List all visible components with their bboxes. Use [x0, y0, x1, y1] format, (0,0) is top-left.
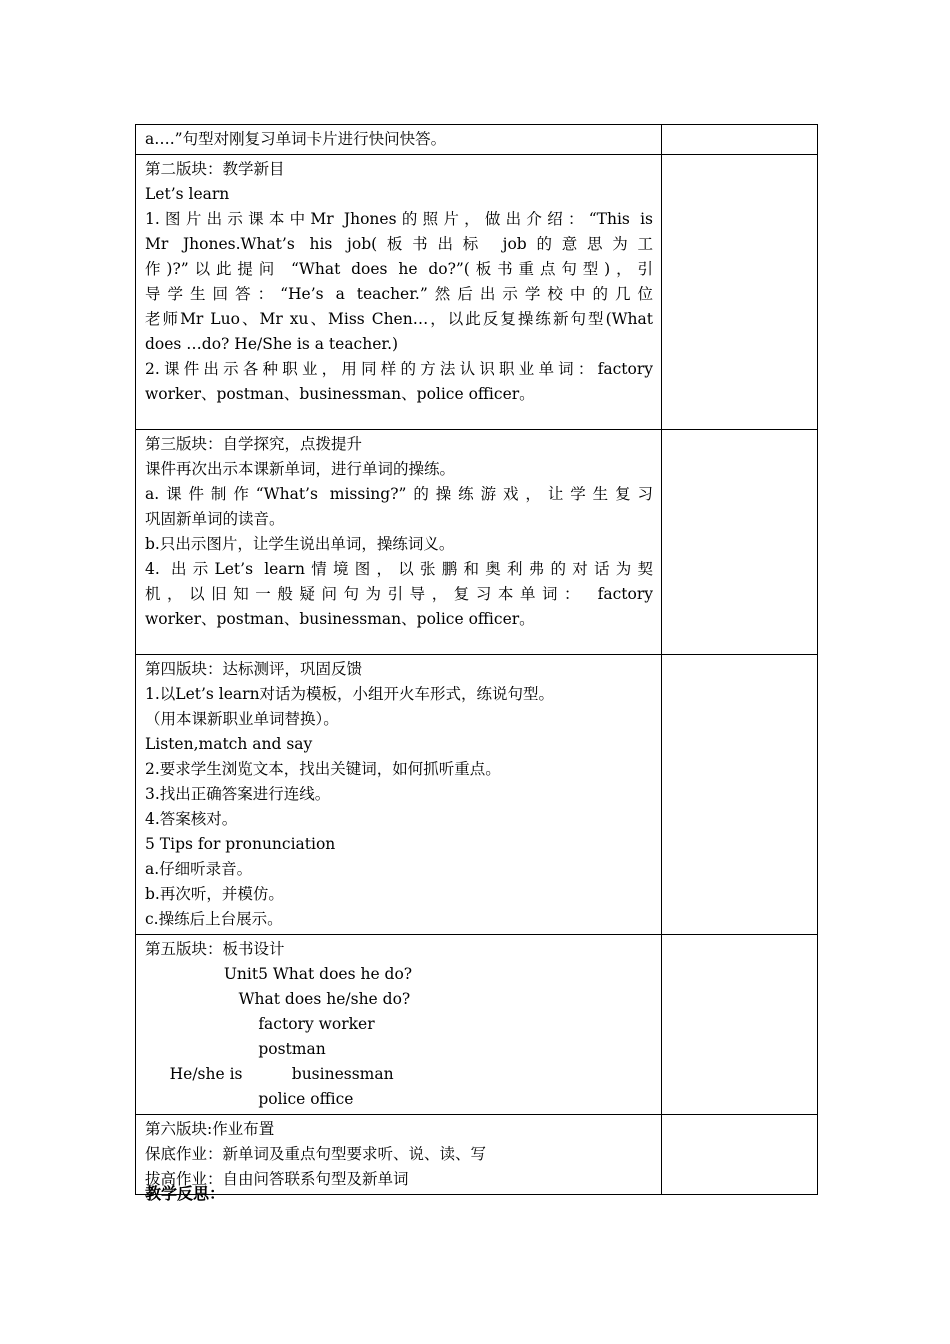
section-cell	[136, 125, 662, 155]
section-title: 第六版块:作业布置	[145, 1120, 275, 1138]
notes-cell	[662, 1115, 818, 1195]
text-line: a.仔细听录音。	[145, 860, 253, 878]
text-line: b.只出示图片，让学生说出单词，操练词义。	[145, 535, 455, 553]
text-line: 保底作业：新单词及重点句型要求听、说、读、写	[145, 1145, 487, 1163]
text-line: 巩固新单词的读音。	[145, 510, 285, 528]
table-row	[136, 125, 818, 155]
notes-cell	[662, 155, 818, 430]
notes-cell	[662, 655, 818, 935]
text-line: 机，以旧知一般疑问句为引导，复习本单词： factory	[145, 585, 653, 603]
notes-cell	[662, 125, 818, 155]
section-title: 第二版块：教学新目	[145, 160, 285, 178]
table-row	[136, 1115, 818, 1195]
text-line: 1.图片出示课本中Mr Jhones的照片，做出介绍：“This is	[145, 210, 653, 228]
text-line: Listen,match and say	[145, 735, 313, 753]
text-line: b.再次听，并模仿。	[145, 885, 284, 903]
board-line: police office	[145, 1090, 354, 1108]
reflection-label: 教学反思：	[145, 1184, 226, 1203]
text-line: worker、postman、businessman、police officer。	[145, 610, 535, 628]
text-line: 4. 出示Let’s learn情境图，以张鹏和奥利弗的对话为契	[145, 560, 653, 578]
text-line: a.课件制作“What’s missing?”的操练游戏，让学生复习	[145, 485, 653, 503]
text-line: does …do? He/She is a teacher.)	[145, 335, 399, 353]
text-line: 拔高作业：自由问答联系句型及新单词	[145, 1170, 409, 1188]
board-line: What does he/she do?	[145, 990, 411, 1008]
board-line: Unit5 What does he do?	[145, 965, 413, 983]
text-line: worker、postman、businessman、police officer。	[145, 385, 535, 403]
section-title: 第三版块：自学探究，点拨提升	[145, 435, 363, 453]
table-row	[136, 155, 818, 430]
board-line: postman	[145, 1040, 326, 1058]
section-title: 第四版块：达标测评，巩固反馈	[145, 660, 363, 678]
text-line: Let’s learn	[145, 185, 230, 203]
notes-cell	[662, 935, 818, 1115]
board-line: He/she is businessman	[145, 1065, 394, 1083]
section-cell	[136, 935, 662, 1115]
section-cell	[136, 655, 662, 935]
text-line: 老师Mr Luo、Mr xu、Miss Chen…，以此反复操练新句型(What	[145, 310, 653, 328]
text-line: Mr Jhones.What’s his job(板书出标 job的意思为工	[145, 235, 653, 253]
text-line: c.操练后上台展示。	[145, 910, 283, 928]
table-row	[136, 935, 818, 1115]
text-line: （用本课新职业单词替换）。	[145, 710, 339, 728]
text-line: 4.答案核对。	[145, 810, 238, 828]
board-line: factory worker	[145, 1015, 375, 1033]
table-row	[136, 430, 818, 655]
text-line: 1.以Let’s learn对话为模板，小组开火车形式，练说句型。	[145, 685, 555, 703]
section-cell	[136, 155, 662, 430]
notes-cell	[662, 430, 818, 655]
text-line: 导学生回答：“He’s a teacher.”然后出示学校中的几位	[145, 285, 653, 303]
text-line: 5 Tips for pronunciation	[145, 835, 336, 853]
table-row	[136, 655, 818, 935]
text-line: 课件再次出示本课新单词，进行单词的操练。	[145, 460, 456, 478]
section-title: 第五版块：板书设计	[145, 940, 285, 958]
text-line: 作)?”以此提问 “What does he do?”(板书重点句型)，引	[145, 260, 653, 278]
lesson-plan-table	[135, 124, 818, 1195]
text-line: 2.要求学生浏览文本，找出关键词，如何抓听重点。	[145, 760, 501, 778]
text-line: 3.找出正确答案进行连线。	[145, 785, 331, 803]
text-line: 2.课件出示各种职业，用同样的方法认识职业单词：factory	[145, 360, 653, 378]
text-line: a….”句型对刚复习单词卡片进行快问快答。	[145, 130, 447, 148]
section-cell	[136, 430, 662, 655]
